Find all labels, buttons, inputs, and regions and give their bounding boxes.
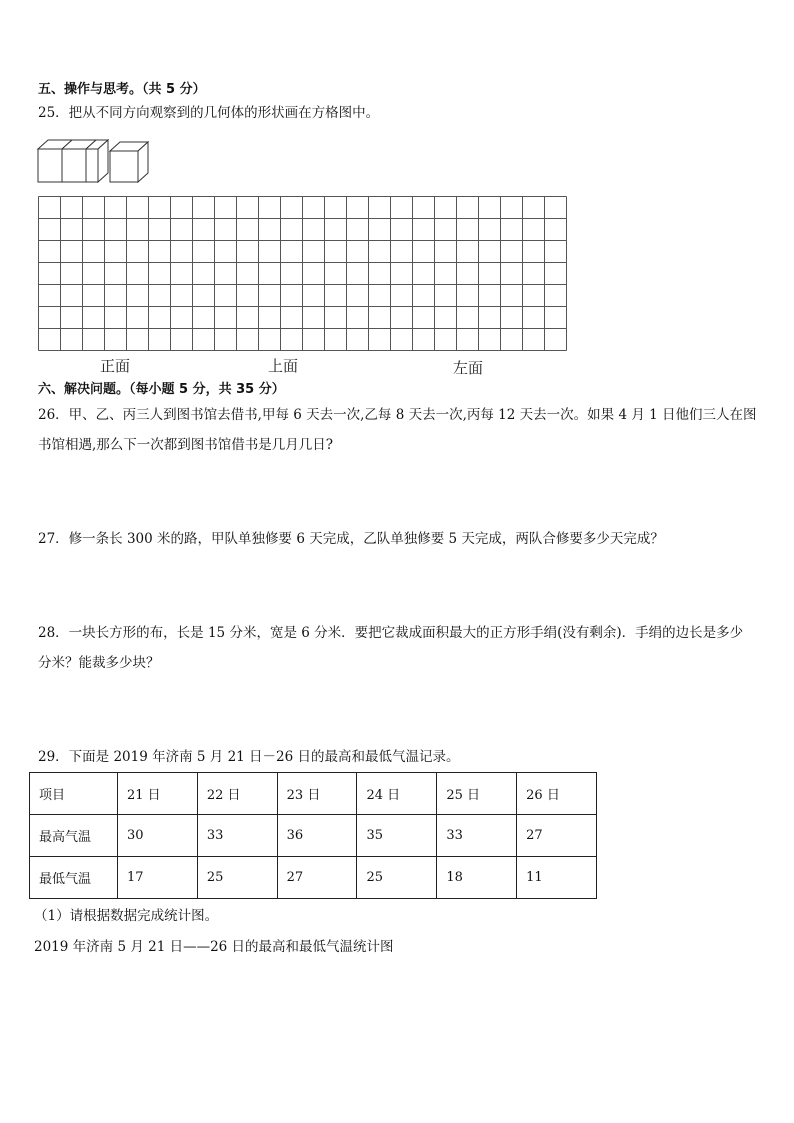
table-cell: 25 — [197, 857, 277, 899]
question-26-line-1: 26．甲、乙、丙三人到图书馆去借书,甲每 6 天去一次,乙每 8 天去一次,丙每 12 天去一次。如果 4 月 1 日他们三人在图 — [38, 407, 757, 423]
table-cell: 26 日 — [517, 773, 597, 815]
table-header-row — [30, 773, 597, 815]
table-cell: 33 — [437, 815, 517, 857]
table-cell: 最高气温 — [30, 815, 118, 857]
question-28-line-2: 分米？能裁多少块？ — [38, 655, 160, 671]
section-6-title: 六、解决问题。（每小题 5 分，共 35 分） — [38, 382, 285, 397]
sub-question-1: （1）请根据数据完成统计图。 — [34, 908, 219, 924]
temperature-table — [29, 772, 597, 899]
table-cell: 项目 — [30, 773, 118, 815]
table-row — [30, 815, 597, 857]
cube-figure — [36, 136, 156, 186]
view-label-front: 正面 — [100, 357, 131, 375]
table-cell: 27 — [517, 815, 597, 857]
table-cell: 27 — [277, 857, 357, 899]
table-cell: 最低气温 — [30, 857, 118, 899]
cube-front-face — [62, 149, 86, 182]
table-cell: 11 — [517, 857, 597, 899]
table-cell: 21 日 — [118, 773, 198, 815]
cube-front-face — [86, 149, 98, 182]
table-cell: 33 — [197, 815, 277, 857]
section-5-title: 五、操作与思考。（共 5 分） — [38, 82, 206, 97]
cube-front-face — [110, 151, 138, 182]
chart-caption: 2019 年济南 5 月 21 日——26 日的最高和最低气温统计图 — [34, 939, 394, 955]
table-row — [30, 857, 597, 899]
table-cell: 30 — [118, 815, 198, 857]
table-cell: 36 — [277, 815, 357, 857]
table-cell: 24 日 — [357, 773, 437, 815]
question-27: 27．修一条长 300 米的路，甲队单独修要 6 天完成，乙队单独修要 5 天完成，两队合修要多少天完成？ — [38, 531, 664, 547]
table-cell: 23 日 — [277, 773, 357, 815]
question-25: 25．把从不同方向观察到的几何体的形状画在方格图中。 — [38, 105, 380, 121]
table-cell: 25 — [357, 857, 437, 899]
drawing-grid — [38, 196, 568, 352]
cube-front-face — [38, 149, 62, 182]
question-28-line-1: 28．一块长方形的布，长是 15 分米，宽是 6 分米．要把它裁成面积最大的正方形手绢(没有剩余)．手绢的边长是多少 — [38, 625, 744, 641]
question-26-line-2: 书馆相遇,那么下一次都到图书馆借书是几月几日? — [38, 437, 334, 453]
view-label-top: 上面 — [268, 357, 299, 375]
table-cell: 35 — [357, 815, 437, 857]
view-label-left: 左面 — [453, 359, 484, 377]
table-cell: 17 — [118, 857, 198, 899]
table-cell: 25 日 — [437, 773, 517, 815]
table-cell: 18 — [437, 857, 517, 899]
question-29: 29．下面是 2019 年济南 5 月 21 日－26 日的最高和最低气温记录。 — [38, 749, 460, 765]
table-cell: 22 日 — [197, 773, 277, 815]
